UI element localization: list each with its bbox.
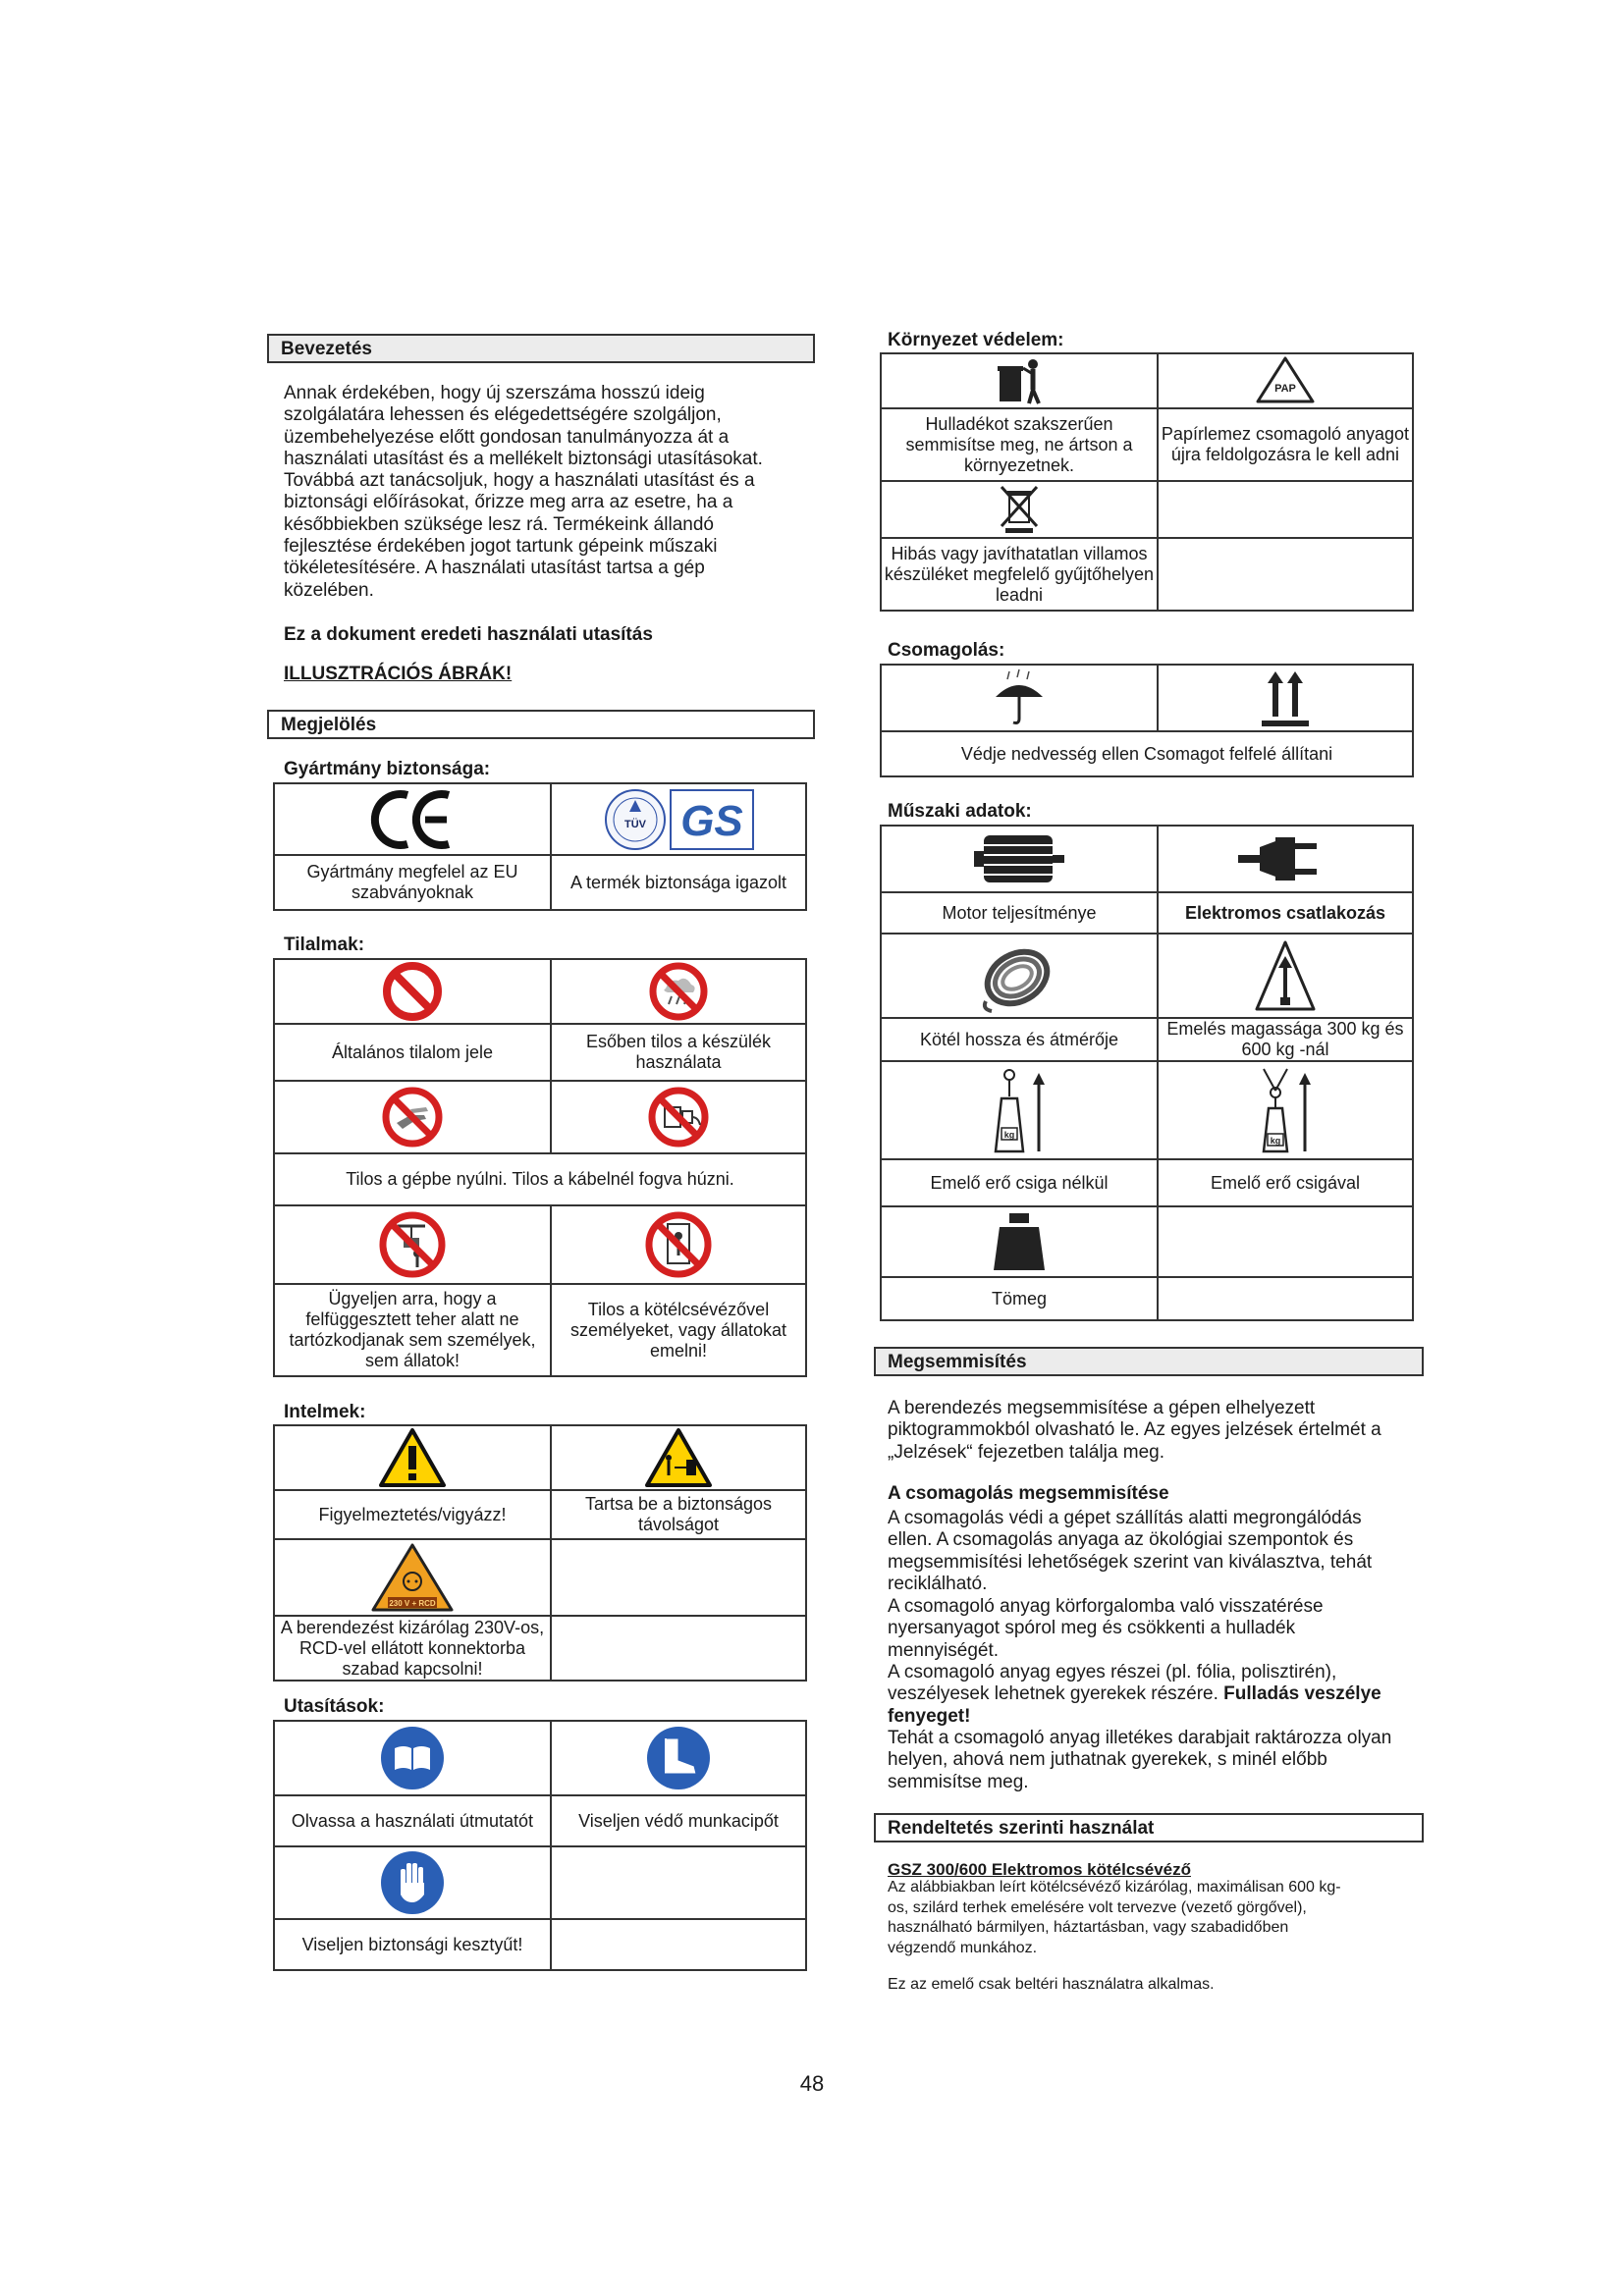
no-standing-under-load-icon	[378, 1210, 447, 1279]
instructions-table	[273, 1720, 807, 1971]
shoes-cell	[551, 1721, 806, 1795]
attention-caption: Figyelmeztetés/vigyázz!	[274, 1490, 551, 1539]
weight-icon	[990, 1209, 1049, 1274]
warnings-table	[273, 1424, 807, 1682]
rcd-cell	[274, 1539, 551, 1616]
motor-cell	[881, 826, 1158, 892]
packaging-heading: Csomagolás:	[888, 640, 1005, 661]
motor-icon	[970, 829, 1068, 888]
packaging-table	[880, 664, 1414, 777]
lift-persons-cell	[551, 1205, 806, 1284]
kg-label: kg	[1003, 1130, 1015, 1140]
product-name: GSZ 300/600 Elektromos kötélcsévéző	[888, 1860, 1191, 1879]
marking-title	[267, 710, 815, 739]
ce-cell	[274, 783, 551, 855]
rcd-warning-icon	[370, 1542, 455, 1613]
rope-coil-icon	[972, 936, 1066, 1015]
trash-bin-icon	[990, 354, 1049, 407]
disposal-p3-text: A csomagoló anyag egyes részei (pl. fólia, polisztirén), veszélyesek lehetnek gyerekek részére.	[888, 1662, 1337, 1705]
read-manual-cell	[274, 1721, 551, 1795]
general-prohibition-caption: Általános tilalom jele	[274, 1024, 551, 1081]
force-pulley-cell	[1158, 1061, 1413, 1159]
umbrella-cell	[881, 665, 1158, 731]
shoes-caption: Viseljen védő munkacipőt	[551, 1795, 806, 1846]
tech-heading: Műszaki adatok:	[888, 801, 1032, 822]
suffocation-warning: Fulladás veszélye fenyeget!	[888, 1683, 1381, 1727]
environment-heading: Környezet védelem:	[888, 330, 1064, 350]
product-safety-heading: Gyártmány biztonsága:	[284, 759, 491, 779]
empty-env-cell	[1158, 481, 1413, 538]
gloves-cell	[274, 1846, 551, 1919]
plug-icon	[1236, 829, 1334, 888]
disposal-p4: Tehát a csomagoló anyag illetékes darabjait raktározza olyan helyen, ahová nem juthatnak gyerekek, s minél előbb semmisítse meg.	[888, 1728, 1392, 1792]
weee-caption: Hibás vagy javíthatatlan villamos készüléket megfelelő gyűjtőhelyen leadni	[881, 538, 1158, 611]
lift-persons-caption: Tilos a kötélcsévézővel személyeket, vagy állatokat emelni!	[551, 1284, 806, 1376]
general-prohibition-icon	[382, 961, 443, 1022]
intended-use-title	[874, 1813, 1424, 1842]
no-lifting-persons-icon	[644, 1210, 713, 1279]
disposal-p3	[888, 1662, 1398, 1728]
force-pulley-caption: Emelő erő csigával	[1158, 1159, 1413, 1206]
no-cable-pull-icon	[647, 1086, 710, 1148]
no-reach-cell	[274, 1081, 551, 1153]
lifting-height-icon	[1251, 938, 1320, 1013]
mass-caption: Tömeg	[881, 1277, 1158, 1320]
lifting-force-icon	[980, 1065, 1058, 1155]
lifting-force-pulley-icon	[1246, 1065, 1325, 1155]
suspended-load-caption: Ügyeljen arra, hogy a felfüggesztett teher alatt ne tartózkodjanak sem személyek, sem állatok!	[274, 1284, 551, 1376]
illustration-note: ILLUSZTRÁCIÓS ÁBRÁK!	[284, 664, 513, 684]
product-safety-table	[273, 782, 807, 911]
gloves-caption: Viseljen biztonsági kesztyűt!	[274, 1919, 551, 1970]
instructions-heading: Utasítások:	[284, 1696, 385, 1717]
force-no-pulley-caption: Emelő erő csiga nélkül	[881, 1159, 1158, 1206]
disposal-title-text: Megsemmisítés	[888, 1352, 1027, 1372]
paper-cell	[1158, 353, 1413, 408]
intro-title	[267, 334, 815, 363]
rain-prohibition-cell	[551, 959, 806, 1024]
umbrella-icon	[990, 667, 1049, 728]
safety-shoes-icon	[645, 1725, 712, 1791]
packaging-disposal-heading: A csomagolás megsemmisítése	[888, 1483, 1169, 1504]
intro-title-text: Bevezetés	[281, 339, 372, 359]
tech-table	[880, 825, 1414, 1321]
tuv-label: TÜV	[624, 818, 646, 830]
packaging-caption: Védje nedvesség ellen Csomagot felfelé állítani	[881, 731, 1413, 776]
tuv-gs-cell	[551, 783, 806, 855]
ce-mark-icon	[368, 787, 457, 852]
intro-text: Annak érdekében, hogy új szerszáma hosszú ideig szolgálatára lehessen és elégedettségére szolgáljon, üzembehelyezése előtt gondosan tanulmányozza át a használati utasítást és a mellékelt biztonsági utasításokat. Továbbá azt tanácsoljuk, hogy a használati utasítást és a biztonsági előírásokat, őrizze meg arra az esetre, ha a későbbiekben szüksége lesz rá. Termékeink állandó fejlesztése érdekében jogot tartunk gépeink műszaki tökéletesítésére. A használati utasítást tartsa a gép közelében.	[284, 383, 763, 601]
empty-instruction-cell	[551, 1846, 806, 1919]
paper-caption: Papírlemez csomagoló anyagot újra feldolgozásra le kell adni	[1158, 408, 1413, 481]
environment-table	[880, 352, 1414, 612]
empty-mass-cell	[1158, 1206, 1413, 1277]
read-manual-caption: Olvassa a használati útmutatót	[274, 1795, 551, 1846]
motor-caption: Motor teljesítménye	[881, 892, 1158, 934]
warnings-heading: Intelmek:	[284, 1402, 366, 1422]
empty-instruction-caption	[551, 1919, 806, 1970]
rain-prohibition-caption: Esőben tilos a készülék használata	[551, 1024, 806, 1081]
disposal-title	[874, 1347, 1424, 1376]
rope-cell	[881, 934, 1158, 1018]
rcd-icon-label: 230 V + RCD	[389, 1599, 436, 1608]
reach-cable-caption: Tilos a gépbe nyúlni. Tilos a kábelnél fogva húzni.	[274, 1153, 806, 1205]
warning-triangle-icon	[377, 1426, 448, 1489]
empty-mass-caption	[1158, 1277, 1413, 1320]
plug-cell	[1158, 826, 1413, 892]
kg-label-2: kg	[1270, 1136, 1281, 1146]
pap-label: PAP	[1274, 383, 1296, 395]
disposal-p1: A csomagolás védi a gépet szállítás alatti megrongálódás ellen. A csomagolás anyaga az ökológiai szempontok és megsemmisítési lehetőségek szerint van kiválasztva, tehát reciklálható.	[888, 1508, 1373, 1594]
indoor-note: Ez az emelő csak beltéri használatra alkalmas.	[888, 1976, 1215, 1993]
ce-caption: Gyártmány megfelel az EU szabványoknak	[274, 855, 551, 910]
original-note: Ez a dokument eredeti használati utasítás	[284, 624, 653, 645]
this-way-up-cell	[1158, 665, 1413, 731]
empty-warning-caption	[551, 1616, 806, 1681]
attention-cell	[274, 1425, 551, 1490]
safety-gloves-icon	[379, 1849, 446, 1916]
intended-use-title-text: Rendeltetés szerinti használat	[888, 1818, 1155, 1839]
tuv-gs-icon	[600, 786, 757, 853]
general-prohibition-cell	[274, 959, 551, 1024]
crossed-bin-icon	[996, 483, 1043, 536]
plug-caption: Elektromos csatlakozás	[1158, 892, 1413, 934]
gs-label: GS	[680, 796, 743, 845]
distance-cell	[551, 1425, 806, 1490]
prohibitions-table	[273, 958, 807, 1377]
empty-warning-cell	[551, 1539, 806, 1616]
height-caption: Emelés magassága 300 kg és 600 kg -nál	[1158, 1018, 1413, 1061]
weee-cell	[881, 481, 1158, 538]
mass-cell	[881, 1206, 1158, 1277]
suspended-load-cell	[274, 1205, 551, 1284]
empty-env-caption	[1158, 538, 1413, 611]
distance-caption: Tartsa be a biztonságos távolságot	[551, 1490, 806, 1539]
force-no-pulley-cell	[881, 1061, 1158, 1159]
gs-caption: A termék biztonsága igazolt	[551, 855, 806, 910]
rope-caption: Kötél hossza és átmérője	[881, 1018, 1158, 1061]
no-cable-pull-cell	[551, 1081, 806, 1153]
safe-distance-icon	[643, 1426, 714, 1489]
read-manual-icon	[379, 1725, 446, 1791]
height-cell	[1158, 934, 1413, 1018]
page-number: 48	[799, 2071, 825, 2096]
this-way-up-icon	[1256, 667, 1315, 728]
disposal-text: A berendezés megsemmisítése a gépen elhelyezett piktogrammokból olvasható le. Az egyes jelzések értelmét a „Jelzések“ fejezetben találja meg.	[888, 1398, 1381, 1463]
waste-caption: Hulladékot szakszerűen semmisítse meg, ne ártson a környezetnek.	[881, 408, 1158, 481]
prohibitions-heading: Tilalmak:	[284, 934, 365, 955]
paper-recycle-icon	[1254, 354, 1317, 407]
intended-use-text: Az alábbiakban leírt kötélcsévéző kizárólag, maximálisan 600 kg-os, szilárd terhek emelésére volt tervezve (vezető görgővel), használható bármilyen, háztartásban, vagy szabadidőben végzendő munkához.	[888, 1879, 1341, 1956]
waste-cell	[881, 353, 1158, 408]
no-rain-icon	[648, 961, 709, 1022]
no-hand-reach-icon	[381, 1086, 444, 1148]
disposal-p2: A csomagoló anyag körforgalomba való visszatérése nyersanyagot spórol meg és csökkenti a hulladék mennyiségét.	[888, 1596, 1324, 1661]
marking-title-text: Megjelölés	[281, 715, 377, 735]
rcd-caption: A berendezést kizárólag 230V-os, RCD-vel ellátott konnektorba szabad kapcsolni!	[274, 1616, 551, 1681]
